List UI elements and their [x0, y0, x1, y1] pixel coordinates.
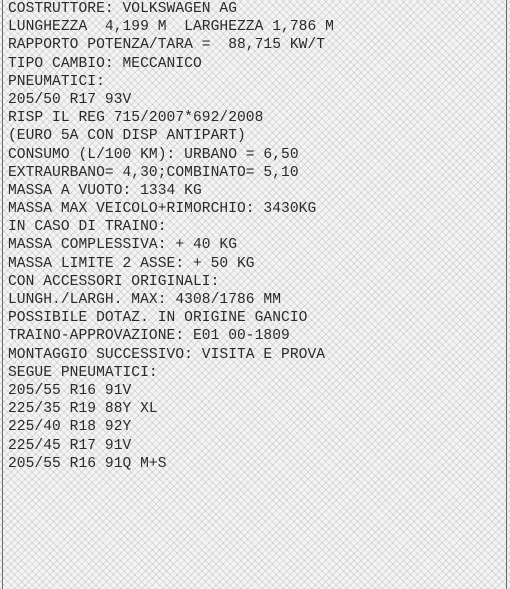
- text-line-installation: MONTAGGIO SUCCESSIVO: VISITA E PROVA: [8, 346, 326, 363]
- text-line-tyres-heading: PNEUMATICI:: [8, 73, 105, 90]
- text-line-empty-mass: MASSA A VUOTO: 1334 KG: [8, 182, 202, 199]
- text-line-tyre: 225/45 R17 91V: [8, 437, 132, 454]
- text-line-manufacturer: COSTRUTTORE: VOLKSWAGEN AG: [8, 1, 237, 17]
- right-border: [506, 0, 507, 589]
- text-line-tyre: 225/40 R18 92Y: [8, 419, 132, 436]
- text-line-axle-limit: MASSA LIMITE 2 ASSE: + 50 KG: [8, 255, 255, 272]
- text-line-regulation: RISP IL REG 715/2007*692/2008: [8, 110, 264, 127]
- text-line-tyre: 225/35 R19 88Y XL: [8, 401, 158, 418]
- text-line-towing: IN CASO DI TRAINO:: [8, 219, 167, 236]
- text-line-total-mass: MASSA COMPLESSIVA: + 40 KG: [8, 237, 237, 254]
- text-line-tyre: 205/50 R17 93V: [8, 91, 132, 108]
- text-line-max-mass: MASSA MAX VEICOLO+RIMORCHIO: 3430KG: [8, 201, 317, 218]
- text-line-approval: TRAINO-APPROVAZIONE: E01 00-1809: [8, 328, 290, 345]
- text-line-hitch: POSSIBILE DOTAZ. IN ORIGINE GANCIO: [8, 310, 308, 327]
- text-line-max-dimensions: LUNGH./LARGH. MAX: 4308/1786 MM: [8, 292, 282, 308]
- text-line-tyre: 205/55 R16 91Q M+S: [8, 455, 167, 472]
- text-line-dimensions: LUNGHEZZA 4,199 M LARGHEZZA 1,786 M: [8, 19, 334, 36]
- left-border: [2, 0, 3, 589]
- text-line-gearbox: TIPO CAMBIO: MECCANICO: [8, 55, 202, 72]
- text-line-euro-class: (EURO 5A CON DISP ANTIPART): [8, 128, 246, 145]
- text-line-accessories: CON ACCESSORI ORIGINALI:: [8, 273, 220, 290]
- text-line-consumption-urban: CONSUMO (L/100 KM): URBANO = 6,50: [8, 146, 299, 163]
- document-text-lines: [8, 0, 502, 473]
- text-line-tyres-continued: SEGUE PNEUMATICI:: [8, 364, 158, 381]
- text-line-consumption-extra: EXTRAURBANO= 4,30;COMBINATO= 5,10: [8, 164, 299, 181]
- text-line-tyre: 205/55 R16 91V: [8, 382, 132, 399]
- text-line-power-ratio: RAPPORTO POTENZA/TARA = 88,715 KW/T: [8, 37, 326, 54]
